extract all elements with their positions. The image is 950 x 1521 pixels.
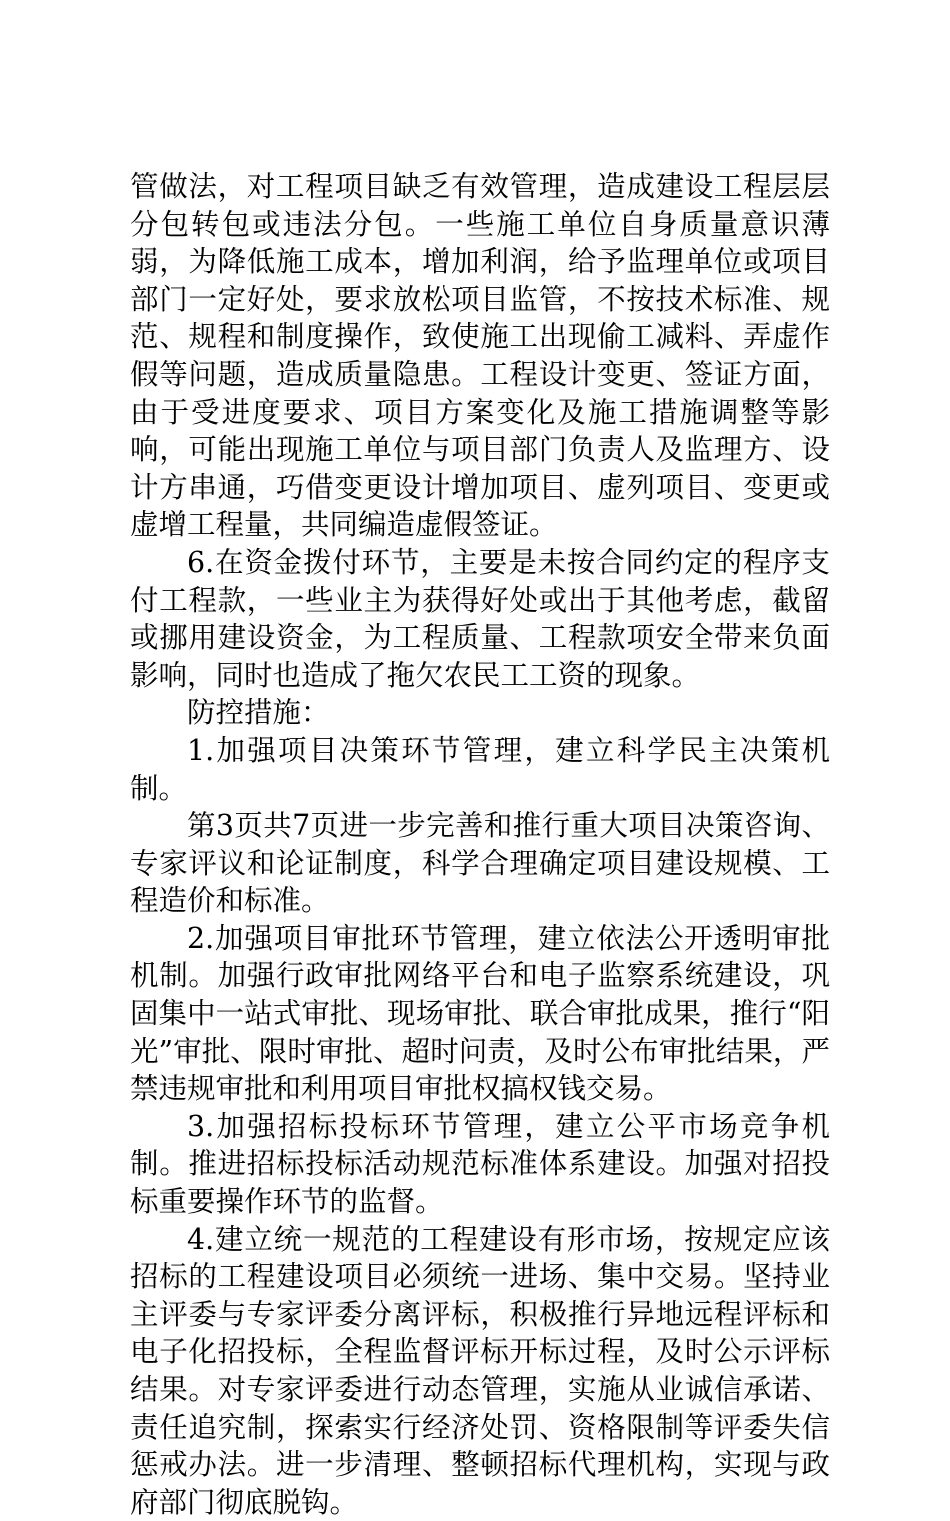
- paragraph-measure-1-detail: 第3页共7页进一步完善和推行重大项目决策咨询、专家评议和论证制度，科学合理确定项目建设规模、工程造价和标准。: [130, 809, 830, 918]
- section-heading-measures: 防控措施：: [187, 696, 330, 730]
- paragraph-measure-1: 1.加强项目决策环节管理，建立科学民主决策机制。: [130, 733, 830, 805]
- paragraph-item-6: 6.在资金拨付环节，主要是未按合同约定的程序支付工程款，一些业主为获得好处或出于其他考虑，截留或挪用建设资金，为工程质量、工程款项安全带来负面影响，同时也造成了拖欠农民工工资的现象。: [130, 545, 830, 692]
- paragraph-continuation: 管做法，对工程项目缺乏有效管理，造成建设工程层层分包转包或违法分包。一些施工单位自身质量意识薄弱，为降低施工成本，增加利润，给予监理单位或项目部门一定好处，要求放松项目监管，不按技术标准、规范、规程和制度操作，致使施工出现偷工减料、弄虚作假等问题，造成质量隐患。工程设计变更、签证方面，由于受进度要求、项目方案变化及施工措施调整等影响，可能出现施工单位与项目部门负责人及监理方、设计方串通，巧借变更设计增加项目、虚列项目、变更或虚增工程量，共同编造虚假签证。: [130, 170, 830, 542]
- paragraph-measure-4: 4.建立统一规范的工程建设有形市场，按规定应该招标的工程建设项目必须统一进场、集中交易。坚持业主评委与专家评委分离评标，积极推行异地远程评标和电子化招投标，全程监督评标开标过程，及时公示评标结果。对专家评委进行动态管理，实施从业诚信承诺、责任追究制，探索实行经济处罚、资格限制等评委失信惩戒办法。进一步清理、整顿招标代理机构，实现与政府部门彻底脱钩。: [130, 1222, 830, 1519]
- paragraph-measure-3: 3.加强招标投标环节管理，建立公平市场竞争机制。推进招标投标活动规范标准体系建设。加强对招投标重要操作环节的监督。: [130, 1109, 830, 1219]
- document-body: [130, 168, 830, 1521]
- paragraph-measure-2: 2.加强项目审批环节管理，建立依法公开透明审批机制。加强行政审批网络平台和电子监察系统建设，巩固集中一站式审批、现场审批、联合审批成果，推行“阳光”审批、限时审批、超时问责，及时公布审批结果，严禁违规审批和利用项目审批权搞权钱交易。: [130, 921, 830, 1106]
